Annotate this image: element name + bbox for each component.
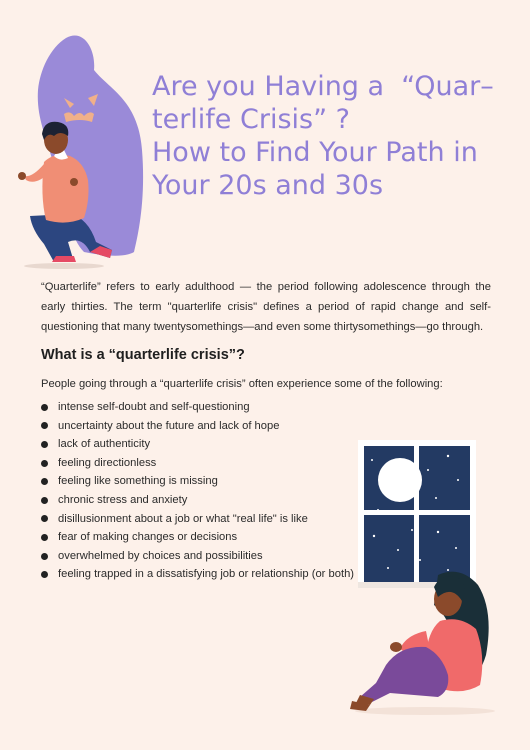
list-item-text: feeling directionless <box>58 456 157 469</box>
bullet-icon <box>41 441 48 448</box>
bullet-icon <box>41 534 48 541</box>
bullet-icon <box>41 478 48 485</box>
bullet-icon <box>41 571 48 578</box>
sitting-woman-illustration <box>330 565 500 725</box>
list-item-text: fear of making changes or decisions <box>58 531 238 544</box>
bullet-icon <box>41 422 48 429</box>
intro-paragraph: “Quarterlife” refers to early adulthood — the period following adolescence through the early thirties. The term "quarterlife crisis" defines a period of rapid change and self-questioning that many twentysomethings—and even some thirtysomethings—go through. <box>41 281 491 333</box>
bullet-icon <box>41 404 48 411</box>
list-item <box>41 435 361 454</box>
bullet-icon <box>41 497 48 504</box>
title-line-4: Your 20s and 30s <box>152 170 384 201</box>
bullet-icon <box>41 515 48 522</box>
list-item <box>41 398 361 417</box>
list-item <box>41 454 361 473</box>
list-item <box>41 510 361 529</box>
list-item <box>41 417 361 436</box>
list-item-text: lack of authenticity <box>58 438 151 451</box>
list-item <box>41 472 361 491</box>
page-title <box>152 70 512 202</box>
list-item <box>41 565 361 584</box>
list-item-text: uncertainty about the future and lack of hope <box>58 419 280 432</box>
title-line-3: How to Find Your Path in <box>152 137 478 168</box>
section-lead: People going through a “quarterlife crisis” often experience some of the following: <box>41 378 443 390</box>
list-item-text: overwhelmed by choices and possibilities <box>58 549 263 562</box>
list-item-text: feeling like something is missing <box>58 475 218 488</box>
title-line-1: Are you Having a “Quar– <box>152 71 494 102</box>
bullet-icon <box>41 460 48 467</box>
bullet-icon <box>41 553 48 560</box>
symptom-list <box>41 398 361 584</box>
ghost-man-illustration <box>14 30 154 270</box>
list-item-text: intense self-doubt and self-questioning <box>58 401 250 413</box>
list-item-text: feeling trapped in a dissatisfying job or relationship (or both) <box>58 568 355 581</box>
title-line-2: terlife Crisis” ? <box>152 104 350 135</box>
list-item <box>41 491 361 510</box>
list-item-text: chronic stress and anxiety <box>58 493 188 506</box>
list-item <box>41 528 361 547</box>
list-item-text: disillusionment about a job or what "real life" is like <box>58 512 308 525</box>
list-item <box>41 547 361 566</box>
section-heading: What is a “quarterlife crisis”? <box>41 347 245 363</box>
